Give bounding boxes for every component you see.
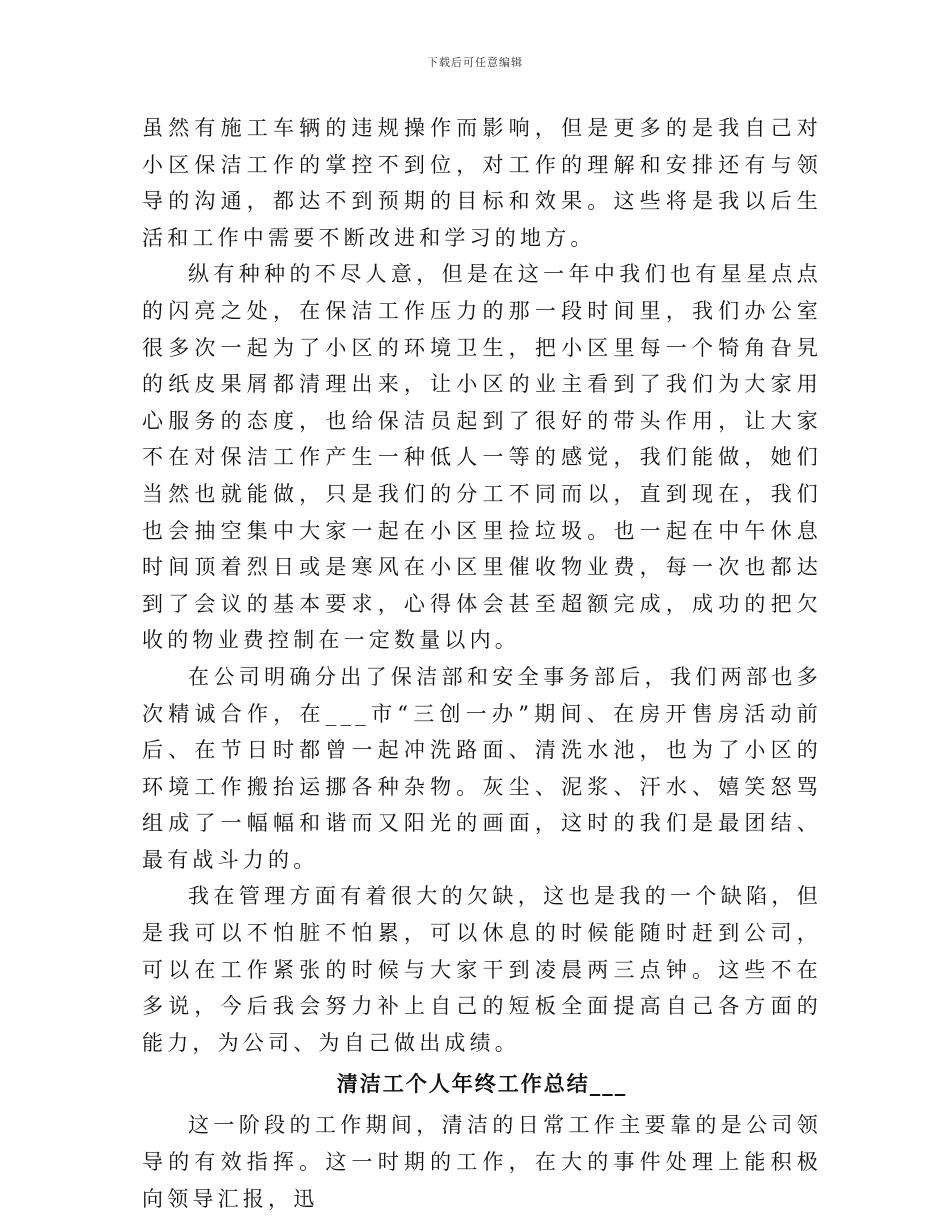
document-body [142, 110, 822, 1217]
paragraph-section-intro: 这一阶段的工作期间，清洁的日常工作主要靠的是公司领导的有效指挥。这一时期的工作，在大的事件处理上能积极向领导汇报，迅 [142, 1113, 822, 1211]
paragraph-self-assessment: 我在管理方面有着很大的欠缺，这也是我的一个缺陷，但是我可以不怕脏不怕累，可以休息的时候能随时赶到公司，可以在工作紧张的时候与大家干到凌晨两三点钟。这些不在多说，今后我会努力补上自己的短板全面提高自己各方面的能力，为公司、为自己做出成绩。 [142, 884, 822, 1055]
page-header-note: 下载后可任意编辑 [427, 56, 523, 69]
paragraph-highlights: 纵有种种的不尽人意，但是在这一年中我们也有星星点点的闪亮之处，在保洁工作压力的那一段时间里，我们办公室很多次一起为了小区的环境卫生，把小区里每一个犄角旮旯的纸皮果屑都清理出来，让小区的业主看到了我们为大家用心服务的态度，也给保洁员起到了很好的带头作用，让大家不在对保洁工作产生一种低人一等的感觉，我们能做，她们当然也就能做，只是我们的分工不同而以，直到现在，我们也会抽空集中大家一起在小区里捡垃圾。也一起在中午休息时间顶着烈日或是寒风在小区里催收物业费，每一次也都达到了会议的基本要求，心得体会甚至超额完成，成功的把欠收的物业费控制在一定数量以内。 [142, 262, 822, 653]
paragraph-continuation: 虽然有施工车辆的违规操作而影响，但是更多的是我自己对小区保洁工作的掌控不到位，对工作的理解和安排还有与领导的沟通，都达不到预期的目标和效果。这些将是我以后生活和工作中需要不断改进和学习的地方。 [142, 116, 822, 250]
section-title: 清洁工个人年终工作总结___ [336, 1072, 628, 1097]
paragraph-cooperation: 在公司明确分出了保洁部和安全事务部后，我们两部也多次精诚合作，在___市“三创一办”期间、在房开售房活动前后、在节日时都曾一起冲洗路面、清洗水池，也为了小区的环境工作搬抬运挪各种杂物。灰尘、泥浆、汗水、嬉笑怒骂组成了一幅幅和谐而又阳光的画面，这时的我们是最团结、最有战斗力的。 [142, 664, 822, 872]
